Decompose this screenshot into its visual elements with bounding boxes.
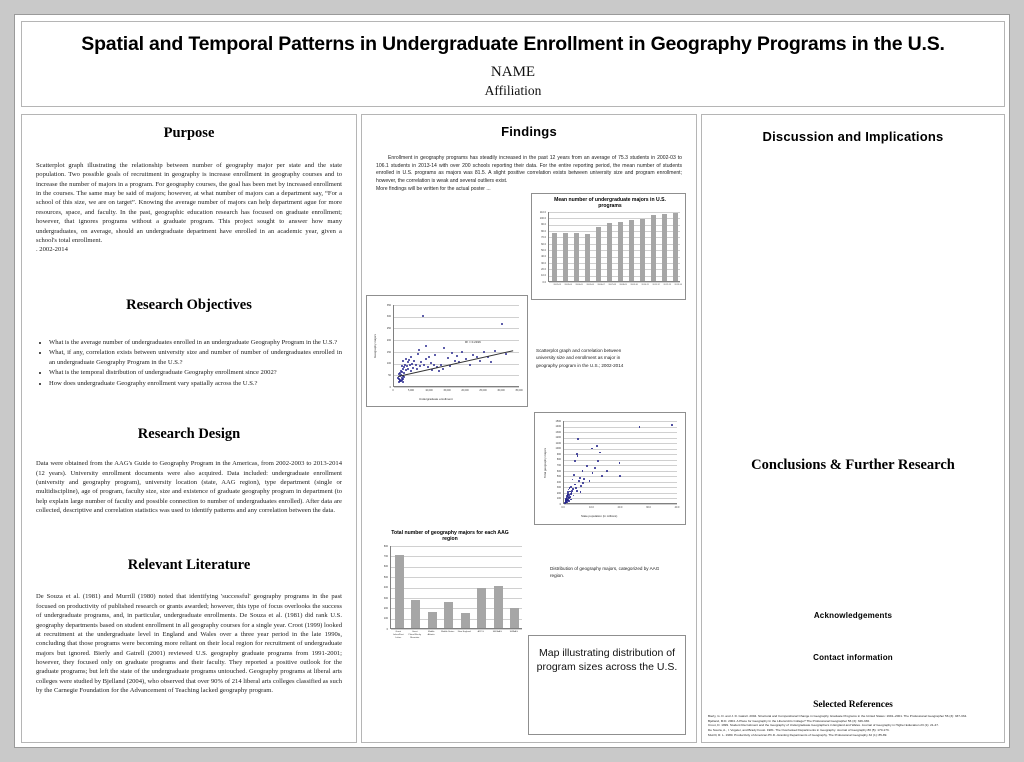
gridline <box>391 629 522 630</box>
y-tick-label: 1200 <box>555 436 561 440</box>
x-tick-label: 2003-04 <box>564 283 572 286</box>
plot-area <box>563 421 677 504</box>
data-point <box>576 490 578 492</box>
contact-heading: Contact information <box>813 653 893 662</box>
y-tick-label: 0 <box>559 502 561 506</box>
gridline <box>564 471 677 472</box>
bar <box>596 227 602 281</box>
gridline <box>549 212 680 213</box>
data-point <box>575 487 577 489</box>
bar <box>510 608 519 628</box>
acknowledgements-heading: Acknowledgements <box>813 611 893 620</box>
data-point <box>410 370 412 372</box>
y-tick-label: 10.0 <box>541 274 546 278</box>
y-tick-label: 300 <box>383 596 388 600</box>
data-point <box>402 360 404 362</box>
data-point <box>418 349 420 351</box>
gridline <box>549 269 680 270</box>
x-tick-label: 2013-14 <box>674 283 682 286</box>
y-tick-label: 100.0 <box>539 217 546 221</box>
x-tick-label: 2008-09 <box>619 283 627 286</box>
data-point <box>574 460 576 462</box>
y-tick-label: 600 <box>383 565 388 569</box>
x-tick-label: 2009-10 <box>630 283 638 286</box>
bar <box>428 612 437 628</box>
data-point <box>586 465 588 467</box>
poster-title-bar <box>21 21 1005 107</box>
y-tick-label: 90.0 <box>541 223 546 227</box>
y-axis-label: Geography majors <box>373 334 377 358</box>
data-point <box>469 364 471 366</box>
data-point <box>572 488 574 490</box>
bar <box>629 220 635 281</box>
list-item: • What is the average number of undergraduates enrolled in an undergraduate Geography Program in the U.S.? <box>49 338 342 348</box>
chart-mean-majors <box>531 193 686 300</box>
gridline <box>391 556 522 557</box>
x-tick-label: SWAAG <box>509 631 518 633</box>
data-point <box>438 370 440 372</box>
gridline <box>394 317 519 318</box>
data-point <box>573 474 575 476</box>
data-point <box>447 357 449 359</box>
gridline <box>564 487 677 488</box>
x-tick-label: 30,000 <box>497 388 505 392</box>
y-tick-label: 0 <box>389 385 391 389</box>
data-point <box>592 472 594 474</box>
bar <box>411 600 420 628</box>
conclusions-heading: Conclusions & Further Research <box>751 457 955 473</box>
x-tick-label: 2002-03 <box>553 283 561 286</box>
data-point <box>405 358 407 360</box>
y-tick-label: 350 <box>386 303 391 307</box>
findings-note: More findings will be written for the actual poster ... <box>376 185 491 192</box>
gridline <box>391 577 522 578</box>
data-point <box>443 347 445 349</box>
data-point <box>570 499 572 501</box>
reference-item: Murrill, R. L. 1980. Productivity of American Ph.D.-Granting Departments of Geography. The Professional Geography 32 (1): 85-89. <box>708 732 888 737</box>
x-tick-label: 40.0 <box>674 505 680 509</box>
chart-title: Total number of geography majors for each AAG region <box>391 530 509 543</box>
gridline <box>549 237 680 238</box>
data-point <box>454 360 456 362</box>
chart-state-population-scatter <box>534 412 686 525</box>
data-point <box>472 354 474 356</box>
author-affiliation: Affiliation <box>484 83 542 99</box>
reference-item: Bierly, G. D. and J. D. Gatrell. 2004. Structural and Compositional Change in Geography Graduate Programs in the United States: 1991–2001. The Professional Geographer 56 (3): 337-334. <box>708 714 968 718</box>
data-point <box>449 365 451 367</box>
y-tick-label: 500 <box>383 575 388 579</box>
y-tick-label: 600 <box>556 469 561 473</box>
y-axis-label: Total geography majors <box>543 447 547 479</box>
data-point <box>442 368 444 370</box>
gridline <box>549 257 680 258</box>
x-tick-label: 10,000 <box>425 388 433 392</box>
y-tick-label: 20.0 <box>541 267 546 271</box>
data-point <box>415 364 417 366</box>
x-tick-label: 10.0 <box>589 505 594 509</box>
data-point <box>568 500 570 502</box>
y-tick-label: 900 <box>556 452 561 456</box>
bar <box>618 222 624 281</box>
gridline <box>549 225 680 226</box>
plot-area <box>548 212 680 282</box>
gridline <box>394 305 519 306</box>
data-point <box>451 352 453 354</box>
y-tick-label: 80.0 <box>541 229 546 233</box>
scatter-caption: Scatterplot graph and correlation between university size and enrollment as major in geography program in the U.S.; 2002-2014 <box>536 348 624 368</box>
x-tick-label: Middle States <box>441 631 455 633</box>
plot-area <box>393 305 519 387</box>
x-tick-label: 30.0 <box>646 505 651 509</box>
bar <box>563 233 569 281</box>
gridline <box>549 244 680 245</box>
data-point <box>582 482 584 484</box>
x-axis-label: Undergraduate enrollment <box>419 397 453 401</box>
data-point <box>572 479 574 481</box>
list-item: • How does undergraduate Geography enrollment vary spatially across the U.S.? <box>49 379 342 389</box>
map-placeholder <box>528 635 686 735</box>
bar <box>673 213 679 281</box>
data-point <box>425 358 427 360</box>
findings-heading: Findings <box>501 124 557 139</box>
y-tick-label: 1300 <box>555 430 561 434</box>
data-point <box>479 360 481 362</box>
research-design-text: Data were obtained from the AAG's Guide to Geography Program in the Americas, from 2002-2003 to 2013-2014 (12 years). University enrollment documents were also acquired. Data included: undergraduate enrollment (university and geography program), university location (state, AAG region), type department (single or multidiscipline), age of program, faculty size, size and existence of graduate geography program in department (to help explain large number of faculty and possible connection to number of undergraduates enrolled). After data are collected, descriptive and correlation statistics was used to identify patterns and any correlation between the data. <box>36 460 342 515</box>
data-point <box>403 366 405 368</box>
x-tick-label: 2004-05 <box>575 283 583 286</box>
data-point <box>408 359 410 361</box>
data-point <box>423 364 425 366</box>
chart-title: Mean number of undergraduate majors in U.S. programs <box>554 197 666 210</box>
y-tick-label: 100 <box>556 497 561 501</box>
data-point <box>580 485 582 487</box>
gridline <box>549 218 680 219</box>
data-point <box>427 366 429 368</box>
data-point <box>597 460 599 462</box>
y-tick-label: 500 <box>556 475 561 479</box>
list-item: • What, if any, correlation exists between university size and number of number of undergraduates enrolled in an undergraduate Geography Program in the U.S.? <box>49 348 342 367</box>
data-point <box>583 478 585 480</box>
x-tick-label: Middle Atlantic <box>427 631 435 636</box>
y-tick-label: 100 <box>386 362 391 366</box>
gridline <box>564 493 677 494</box>
poster-canvas <box>14 14 1010 748</box>
y-tick-label: 150 <box>386 350 391 354</box>
x-tick-label: 0 <box>392 388 394 392</box>
bar <box>395 555 404 628</box>
data-point <box>411 363 413 365</box>
data-point <box>578 480 580 482</box>
author-name: NAME <box>490 64 536 81</box>
data-point <box>501 323 503 325</box>
data-point <box>428 356 430 358</box>
data-point <box>579 477 581 479</box>
gridline <box>564 438 677 439</box>
data-point <box>569 496 571 498</box>
data-point <box>570 493 572 495</box>
reference-item: Bjelland, M.D. 2004. A Place for Geography In the Liberal Arts College? The Professional Geographer 56 (3): 326-336. <box>708 718 870 723</box>
gridline <box>564 454 677 455</box>
bar <box>640 219 646 281</box>
y-tick-label: 110.0 <box>539 210 546 214</box>
research-design-heading: Research Design <box>137 426 241 443</box>
data-point <box>577 455 579 457</box>
x-tick-label: APCG <box>477 631 484 633</box>
y-tick-label: 1400 <box>555 425 561 429</box>
data-point <box>425 345 427 347</box>
bar <box>477 588 486 628</box>
chart-aag-region <box>368 528 530 655</box>
y-tick-label: 0 <box>386 627 388 631</box>
x-tick-label: 15,000 <box>443 388 451 392</box>
bar <box>662 214 668 281</box>
discussion-heading: Discussion and Implications <box>762 129 944 144</box>
purpose-subtext: . 2002-2014 <box>36 246 68 254</box>
bar <box>461 613 470 628</box>
gridline <box>549 231 680 232</box>
y-tick-label: 400 <box>383 586 388 590</box>
x-tick-label: SEDAAG <box>492 631 502 633</box>
y-tick-label: 200 <box>386 338 391 342</box>
y-tick-label: 50 <box>388 373 391 377</box>
data-point <box>410 356 412 358</box>
literature-text: De Souza et al. (1981) and Murrill (1980) noted that identifying 'successful' geography programs in the past focused on productivity of published research or grants awarded; however, this type of focus overlooks the success of undergraduate programs, and, in particular, undergraduate enrollments. De Souza et al. (1981) did rank U.S. geography departments based on student enrollment in all geography courses for a single year. Croot (1999) looked at recruitment at the undergraduate level in England and Wales over a three year period in the late 1990s, concluding that those programs were becoming more reliant on their local region for recruitment of undergraduate majors but ignored. Bierly and Gatrell (2001) reviewed U.S. geography graduate programs from 1991-2001; however, they focused only on graduate programs and their faculty. They reported a positive outlook for the graduate programs; but left the state of the undergraduate programs untouched. Geography programs at liberal arts colleges were studied by Bjelland (2004), who observed that over 90% of 214 liberal arts colleges classified as such by the Carnegie Foundation for the Advancement of Teaching lacked geography program. <box>36 593 342 695</box>
right-column <box>701 114 1005 743</box>
data-point <box>430 362 432 364</box>
x-tick-label: 2006-07 <box>597 283 605 286</box>
data-point <box>619 462 621 464</box>
data-point <box>573 495 575 497</box>
x-tick-label: 2011-12 <box>652 283 660 286</box>
gridline <box>564 465 677 466</box>
y-tick-label: 40.0 <box>541 255 546 259</box>
y-tick-label: 200 <box>383 606 388 610</box>
bar <box>607 223 613 281</box>
data-point <box>412 367 414 369</box>
x-tick-label: 5,000 <box>408 388 414 392</box>
y-tick-label: 1100 <box>555 441 561 445</box>
x-tick-label: 35,000 <box>515 388 523 392</box>
x-tick-label: 2005-06 <box>586 283 594 286</box>
y-tick-label: 70.0 <box>541 236 546 240</box>
gridline <box>391 567 522 568</box>
data-point <box>456 355 458 357</box>
chart-enrollment-scatter <box>366 295 528 407</box>
r-squared-annotation: R² = 0.2196 <box>465 340 481 344</box>
gridline <box>564 432 677 433</box>
findings-text: Enrollment in geography programs has steadily increased in the past 12 years from an average of 75.3 students in 2002-03 to 106.1 students in 2013-14 with over 200 schools reporting their data. For the entire reporting period, the mean number of students enrolled in U.S. programs as majors was 81.5. A slight positive correlation exists between university size and program enrollment; however, the correlation is weak and several outliers exist. <box>376 155 682 184</box>
gridline <box>564 498 677 499</box>
objectives-heading: Research Objectives <box>126 296 252 313</box>
gridline <box>549 263 680 264</box>
x-tick-label: 20,000 <box>461 388 469 392</box>
middle-column <box>361 114 697 743</box>
x-tick-label: 20.0 <box>617 505 623 509</box>
objectives-list <box>36 338 342 389</box>
data-point <box>433 364 435 366</box>
gridline <box>564 427 677 428</box>
y-tick-label: 1500 <box>555 419 561 423</box>
y-tick-label: 700 <box>556 463 561 467</box>
reference-item: Croot, D. 1999. Student Recruitment and the Geography of Undergraduate Geographers in England and Wales. Journal of Geography in Higher Education 23 (1): 21-47. <box>708 723 939 728</box>
y-tick-label: 400 <box>556 480 561 484</box>
gridline <box>394 328 519 329</box>
gridline <box>394 375 519 376</box>
x-tick-label: Great Lakes/East Lakes <box>392 631 404 639</box>
x-tick-label: New England <box>457 631 471 633</box>
y-tick-label: 60.0 <box>541 242 546 246</box>
purpose-text: Scatterplot graph illustrating the relationship between number of geography major per state and the state population. Two possible goals of recruitment in geography is increase enrollment in geography courses and to increase the number of majors in a program. For geography courses, the goal has been met by increased enrollment in the courses. The same may be said of majors; however, at what number of majors can a department say, “For a school of this size, we are on target”. Knowing the average number of majors can help department ague for more resources, space, and faculty. In the past, geographic education research has focused on graduate enrollment; however, that ignores programs without a graduate program. This project sought to answer how many undergraduates, on average, should an undergraduate department have enrolled in an academic year, given a school's total enrollment. <box>36 162 342 244</box>
purpose-heading: Purpose <box>163 125 215 141</box>
map-placeholder-text: Map illustrating distribution of program sizes across the U.S. <box>536 647 678 674</box>
literature-heading: Relevant Literature <box>127 557 251 574</box>
y-tick-label: 300 <box>386 315 391 319</box>
reference-item: De Souza, A., I. Vogeler, and Brady Foust. 1981. The Overlooked Departments in Geography. Journal of Geography 80 (5): 170-173. <box>708 728 890 733</box>
data-point <box>419 365 421 367</box>
x-tick-label: 25,000 <box>479 388 487 392</box>
x-tick-label: 2012-13 <box>663 283 671 286</box>
y-tick-label: 0.0 <box>542 280 546 284</box>
data-point <box>596 445 598 447</box>
data-point <box>407 368 409 370</box>
references-list <box>702 710 1004 737</box>
x-tick-label: Great Plains/Rocky Mountain <box>408 631 422 639</box>
x-tick-label: 2010-11 <box>641 283 649 286</box>
bar <box>585 234 591 281</box>
y-tick-label: 30.0 <box>541 261 546 265</box>
x-axis-label: State population (in millions) <box>581 514 618 518</box>
data-point <box>577 438 579 440</box>
region-caption: Distribution of geography majors, categorized by AAG region. <box>550 566 660 579</box>
bar <box>494 586 503 628</box>
gridline <box>391 546 522 547</box>
bar <box>651 215 657 282</box>
gridline <box>549 250 680 251</box>
x-tick-label: 0.0 <box>561 505 565 509</box>
bar <box>574 233 580 281</box>
gridline <box>564 482 677 483</box>
data-point <box>574 484 576 486</box>
data-point <box>402 381 404 383</box>
y-tick-label: 1000 <box>555 447 561 451</box>
y-tick-label: 800 <box>383 544 388 548</box>
gridline <box>564 449 677 450</box>
left-column <box>21 114 357 743</box>
data-point <box>413 360 415 362</box>
gridline <box>564 460 677 461</box>
gridline <box>564 421 677 422</box>
data-point <box>416 368 418 370</box>
gridline <box>394 340 519 341</box>
y-tick-label: 50.0 <box>541 248 546 252</box>
y-tick-label: 300 <box>556 486 561 490</box>
data-point <box>405 369 407 371</box>
data-point <box>417 353 419 355</box>
list-item: • What is the temporal distribution of undergraduate Geography enrollment since 2002? <box>49 368 342 378</box>
bar <box>444 602 453 628</box>
y-tick-label: 100 <box>383 617 388 621</box>
data-point <box>483 351 485 353</box>
x-tick-label: 2007-08 <box>608 283 616 286</box>
data-point <box>594 467 596 469</box>
data-point <box>606 470 608 472</box>
y-tick-label: 250 <box>386 327 391 331</box>
y-tick-label: 700 <box>383 555 388 559</box>
references-heading: Selected References <box>813 700 893 710</box>
data-point <box>434 354 436 356</box>
y-tick-label: 200 <box>556 491 561 495</box>
gridline <box>564 443 677 444</box>
page-title: Spatial and Temporal Patterns in Undergraduate Enrollment in Geography Programs in the U.S. <box>81 33 945 55</box>
gridline <box>549 276 680 277</box>
bar <box>552 233 558 281</box>
data-point <box>403 376 405 378</box>
plot-area <box>390 546 522 629</box>
data-point <box>402 378 404 380</box>
data-point <box>671 424 673 426</box>
y-tick-label: 800 <box>556 458 561 462</box>
data-point <box>599 452 601 454</box>
